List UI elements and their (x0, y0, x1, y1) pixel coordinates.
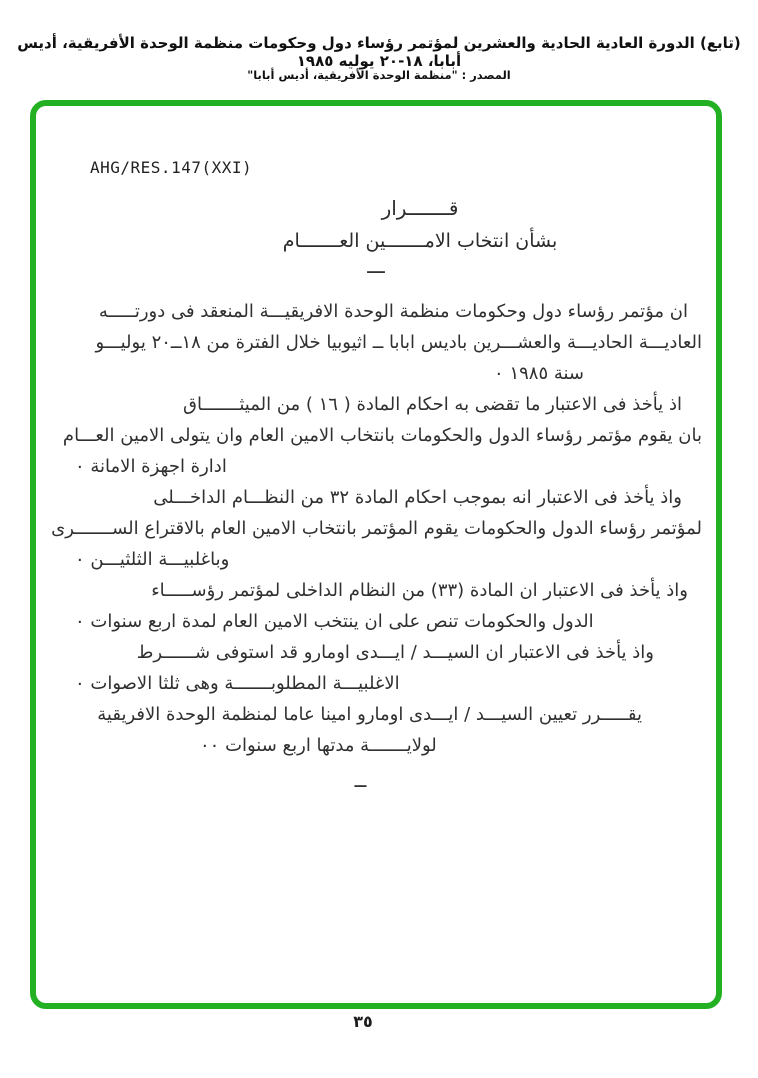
resolution-line: سنة ١٩٨٥ ٠ (494, 363, 584, 384)
resolution-line: الاغلبيـــة المطلوبـــــــة وهى ثلثا الاصوات ٠ (75, 673, 400, 694)
resolution-body (51, 296, 702, 761)
paragraph (75, 296, 702, 389)
resolution-line: الدول والحكومات تنص على ان ينتخب الامين العام لمدة اربع سنوات ٠ (75, 611, 594, 632)
paragraph (75, 575, 702, 637)
resolution-subtitle (36, 230, 716, 252)
resolution-line: واذ يأخذ فى الاعتبار ان السيـــد / ايـــدى اومارو قد استوفى شــــــرط (136, 642, 654, 663)
resolution-line: لولايـــــــة مدتها اربع سنوات ٠٠ (200, 735, 437, 756)
document-frame (30, 100, 722, 1009)
page-number-text: ٣٥ (353, 1012, 373, 1031)
closing-divider-glyph: ــ (354, 768, 367, 792)
paragraph (51, 482, 702, 575)
resolution-line: يقـــــرر تعيين السيـــد / ايـــدى اومارو امينا عاما لمنظمة الوحدة الافريقية (97, 704, 642, 725)
resolution-title (36, 196, 716, 220)
resolution-title-text: قـــــــرار (381, 196, 459, 220)
resolution-line: لمؤتمر رؤساء الدول والحكومات يقوم المؤتمر بانتخاب الامين العام بالاقتراع الســـــــرى (51, 518, 702, 539)
resolution-line: العاديـــة الحاديـــة والعشـــرين باديس ابابا ــ اثيوبيا خلال الفترة من ١٨ــ٢٠ يوليـــو (95, 332, 702, 353)
title-divider: ـــ (367, 254, 385, 278)
page-number (0, 1012, 758, 1031)
resolution-reference: AHG/RES.147(XXI) (90, 158, 253, 177)
resolution-line: وباغلبيـــة الثلثيـــن ٠ (75, 549, 230, 570)
page-header-source-line: المصدر : "منظمة الوحدة الأفريقية، أديس أبابا" (247, 68, 511, 82)
resolution-line: اذ يأخذ فى الاعتبار ما تقضى به احكام المادة ( ١٦ ) من الميثـــــــاق (182, 394, 682, 415)
paragraph (75, 699, 702, 761)
resolution-line: بان يقوم مؤتمر رؤساء الدول والحكومات بانتخاب الامين العام وان يتولى الامين العـــام (62, 425, 702, 446)
resolution-subtitle-text: بشأن انتخاب الامـــــــين العـــــــام (282, 230, 558, 252)
paragraph (62, 389, 702, 482)
resolution-line: ان مؤتمر رؤساء دول وحكومات منظمة الوحدة الافريقيـــة المنعقد فى دورتـــــه (98, 301, 688, 322)
page-header-session-line: (تابع) الدورة العادية الحادية والعشرين لمؤتمر رؤساء دول وحكومات منظمة الوحدة الأفريقية، أديس أبابا، ١٨-٢٠ يوليه ١٩٨٥ (17, 34, 741, 70)
resolution-line: ادارة اجهزة الامانة ٠ (75, 456, 227, 477)
closing-divider (75, 770, 702, 790)
resolution-line: واذ يأخذ فى الاعتبار ان المادة (٣٣) من النظام الداخلى لمؤتمر رؤســـــاء (151, 580, 688, 601)
resolution-line: واذ يأخذ فى الاعتبار انه بموجب احكام المادة ٣٢ من النظـــام الداخـــلى (153, 487, 682, 508)
paragraph (75, 637, 702, 699)
